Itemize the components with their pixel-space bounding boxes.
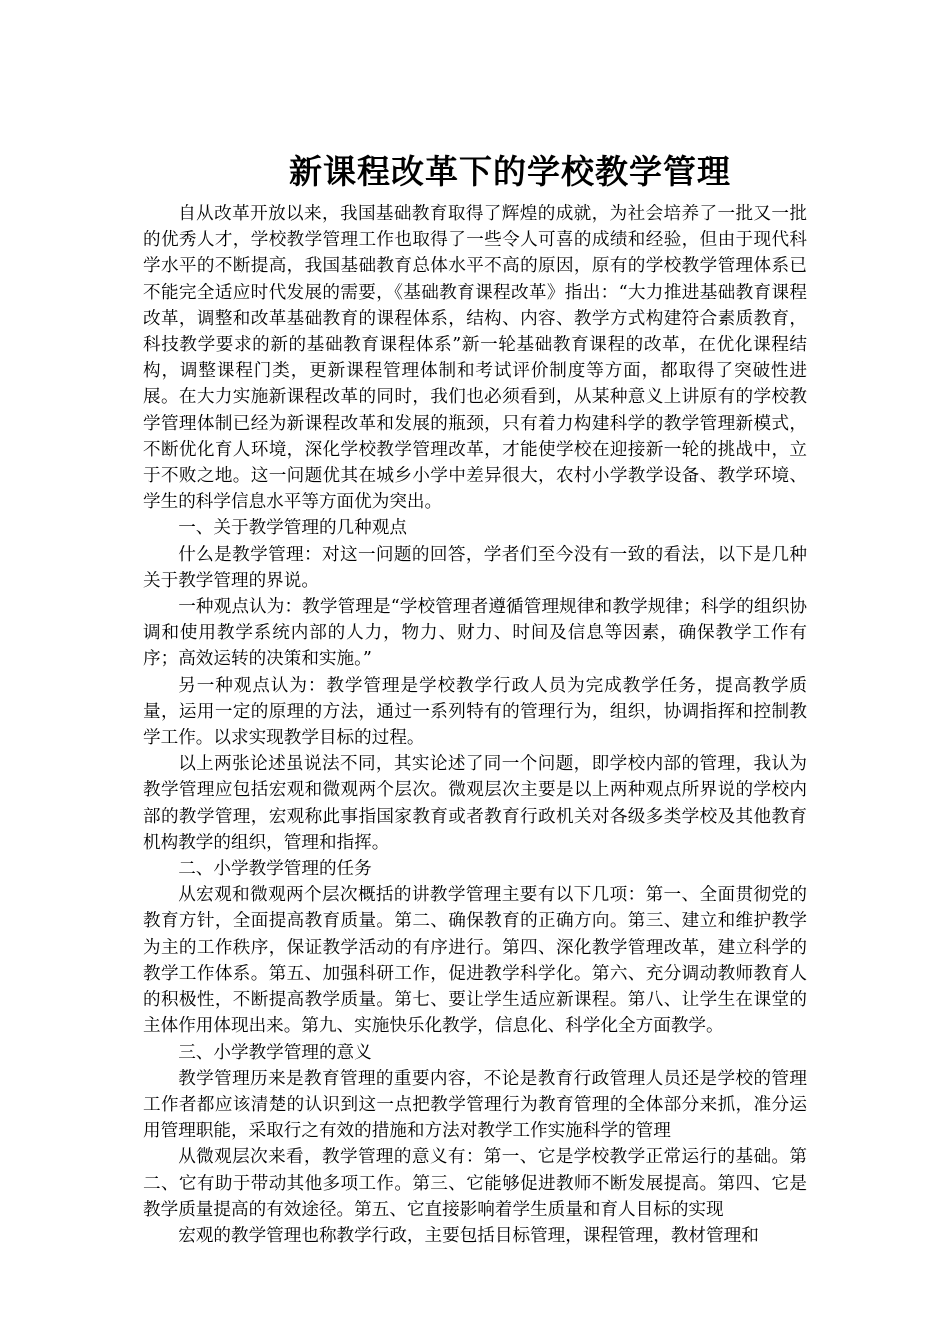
section-heading-3: 三、小学教学管理的意义 xyxy=(178,1042,372,1063)
paragraph-macro-management: 宏观的教学管理也称教学行政，主要包括目标管理，课程管理，教材管理和 xyxy=(178,1225,759,1246)
paragraph-view-two: 另一种观点认为：教学管理是学校教学行政人员为完成教学任务，提高教学质量，运用一定的原理的方法，通过一系列特有的管理行为，组织，协调指挥和控制教学工作。以求实现教学目标的过程。 xyxy=(143,675,807,749)
paragraph-view-one: 一种观点认为：教学管理是“学校管理者遵循管理规律和教学规律；科学的组织协调和使用教学系统内部的人力，物力、财力、时间及信息等因素，确保教学工作有序；高效运转的决策和实施。” xyxy=(143,597,807,670)
paragraph-two-levels: 以上两张论述虽说法不同，其实论述了同一个问题，即学校内部的管理，我认为教学管理应包括宏观和微观两个层次。微观层次主要是以上两种观点所界说的学校内部的教学管理，宏观称此事指国家教育或者教育行政机关对各级多类学校及其他教育机构教学的组织，管理和指挥。 xyxy=(143,754,807,853)
paragraph-definition-question: 什么是教学管理：对这一问题的回答，学者们至今没有一致的看法，以下是几种关于教学管理的界说。 xyxy=(143,544,807,591)
paragraph-significance: 教学管理历来是教育管理的重要内容，不论是教育行政管理人员还是学校的管理工作者都应该清楚的认识到这一点把教学管理行为教育管理的全体部分来抓，准分运用管理职能，采取行之有效的措施和方法对教学工作实施科学的管理 xyxy=(143,1068,807,1142)
section-heading-1: 一、关于教学管理的几种观点 xyxy=(178,518,407,539)
document-title: 新课程改革下的学校教学管理 xyxy=(289,152,731,191)
paragraph-tasks: 从宏观和微观两个层次概括的讲教学管理主要有以下几项：第一、全面贯彻党的教育方针，全面提高教育质量。第二、确保教育的正确方向。第三、建立和维护教学为主的工作秩序，保证教学活动的有序进行。第四、深化教学管理改革，建立科学的教学工作体系。第五、加强科研工作，促进教学科学化。第六、充分调动教师教育人的积极性，不断提高教学质量。第七、要让学生适应新课程。第八、让学生在课堂的主体作用体现出来。第九、实施快乐化教学，信息化、科学化全方面教学。 xyxy=(143,885,807,1037)
paragraph-intro: 自从改革开放以来，我国基础教育取得了辉煌的成就，为社会培养了一批又一批的优秀人才，学校教学管理工作也取得了一些令人可喜的成绩和经验，但由于现代科学水平的不断提高，我国基础教育总体水平不高的原因，原有的学校教学管理体系已不能完全适应时代发展的需要，《基础教育课程改革》指出：“大力推进基础教育课程改革，调整和改革基础教育的课程体系，结构、内容、教学方式构建符合素质教育，科技教学要求的新的基础教育课程体系”新一轮基础教育课程的改革，在优化课程结构，调整课程门类，更新课程管理体制和考试评价制度等方面，都取得了突破性进展。在大力实施新课程改革的同时，我们也必须看到，从某种意义上讲原有的学校教学管理体制已经为新课程改革和发展的瓶颈，只有着力构建科学的教学管理新模式，不断优化育人环境，深化学校教学管理改革，才能使学校在迎接新一轮的挑战中，立于不败之地。这一问题优其在城乡小学中差异很大，农村小学教学设备、教学环境、学生的科学信息水平等方面优为突出。 xyxy=(143,204,807,513)
paragraph-micro-significance: 从微观层次来看，教学管理的意义有：第一、它是学校教学正常运行的基础。第二、它有助于带动其他多项工作。第三、它能够促进教师不断发展提高。第四、它是教学质量提高的有效途径。第五、它直接影响着学生质量和育人目标的实现 xyxy=(143,1147,807,1220)
section-heading-2: 二、小学教学管理的任务 xyxy=(178,859,372,880)
document-body xyxy=(143,201,807,1249)
